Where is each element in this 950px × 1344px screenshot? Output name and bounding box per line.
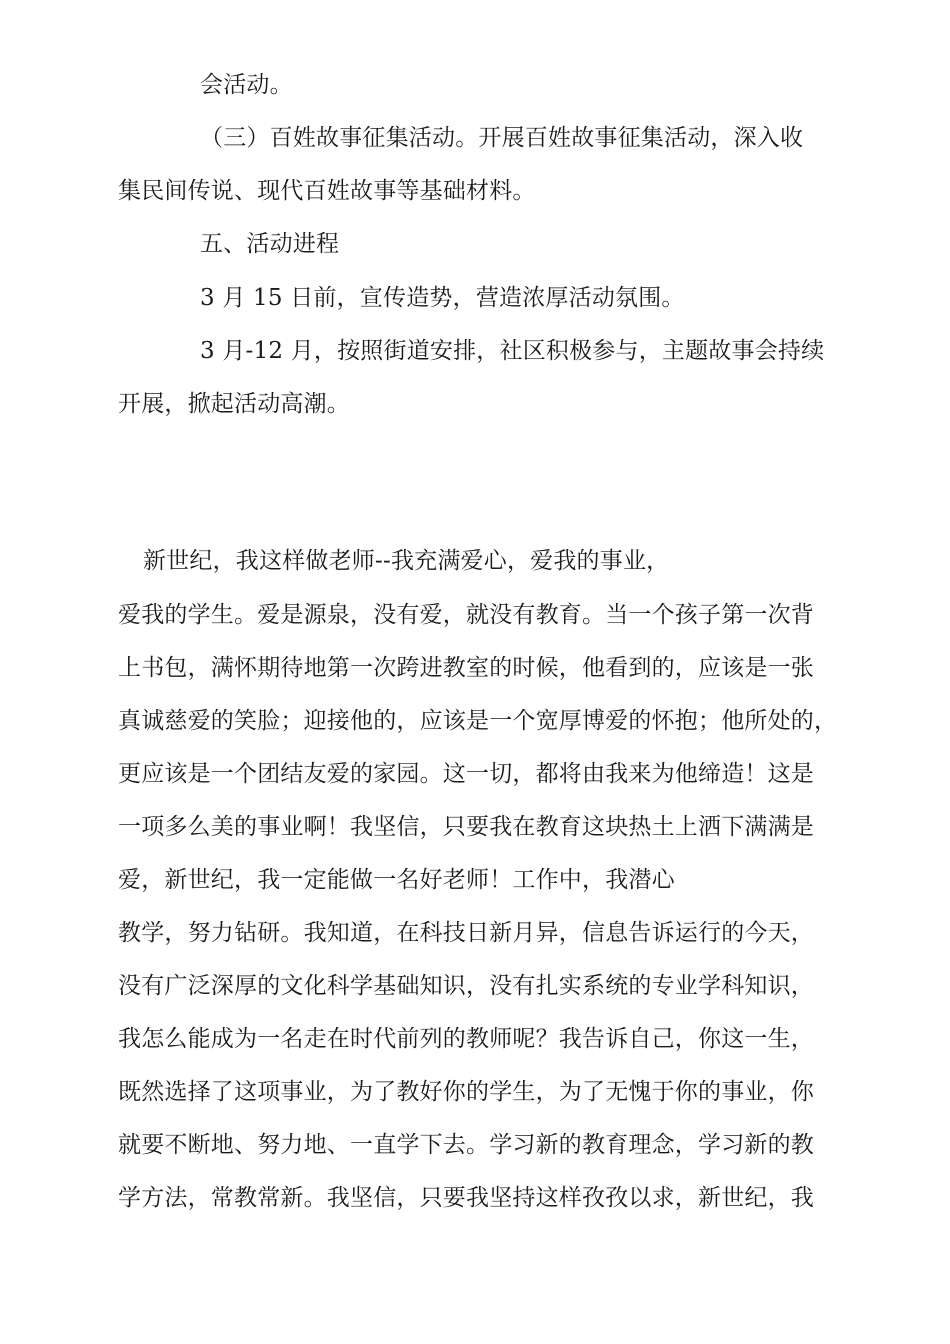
paragraph-line: 3 月 15 日前，宣传造势，营造浓厚活动氛围。 — [200, 285, 685, 311]
paragraph-line: 3 月-12 月，按照街道安排，社区积极参与，主题故事会持续 — [200, 338, 825, 364]
paragraph-line: 开展，掀起活动高潮。 — [118, 391, 350, 417]
section-heading: 五、活动进程 — [200, 231, 340, 257]
paragraph-line: 会活动。 — [200, 72, 293, 98]
paragraph-line: 爱我的学生。爱是源泉，没有爱，就没有教育。当一个孩子第一次背 — [118, 602, 814, 628]
paragraph-line: 学方法，常教常新。我坚信，只要我坚持这样孜孜以求，新世纪，我 — [118, 1185, 814, 1211]
paragraph-line: 集民间传说、现代百姓故事等基础材料。 — [118, 178, 536, 204]
paragraph-line: （三）百姓故事征集活动。开展百姓故事征集活动，深入收 — [200, 125, 804, 151]
paragraph-line: 没有广泛深厚的文化科学基础知识，没有扎实系统的专业学科知识， — [118, 973, 814, 999]
paragraph-line: 真诚慈爱的笑脸；迎接他的，应该是一个宽厚博爱的怀抱；他所处的， — [118, 708, 838, 734]
paragraph-line: 更应该是一个团结友爱的家园。这一切，都将由我来为他缔造！这是 — [118, 761, 814, 787]
paragraph-line: 上书包，满怀期待地第一次跨进教室的时候，他看到的，应该是一张 — [118, 655, 814, 681]
paragraph-line: 我怎么能成为一名走在时代前列的教师呢？我告诉自己，你这一生， — [118, 1026, 814, 1052]
paragraph-line: 教学，努力钻研。我知道，在科技日新月异，信息告诉运行的今天， — [118, 920, 814, 946]
paragraph-line: 新世纪，我这样做老师--我充满爱心，爱我的事业， — [143, 548, 670, 574]
paragraph-line: 一项多么美的事业啊！我坚信，只要我在教育这块热土上洒下满满是 — [118, 814, 814, 840]
paragraph-line: 就要不断地、努力地、一直学下去。学习新的教育理念，学习新的教 — [118, 1132, 814, 1158]
paragraph-line: 既然选择了这项事业，为了教好你的学生，为了无愧于你的事业，你 — [118, 1079, 814, 1105]
paragraph-line: 爱，新世纪，我一定能做一名好老师！工作中，我潜心 — [118, 867, 675, 893]
